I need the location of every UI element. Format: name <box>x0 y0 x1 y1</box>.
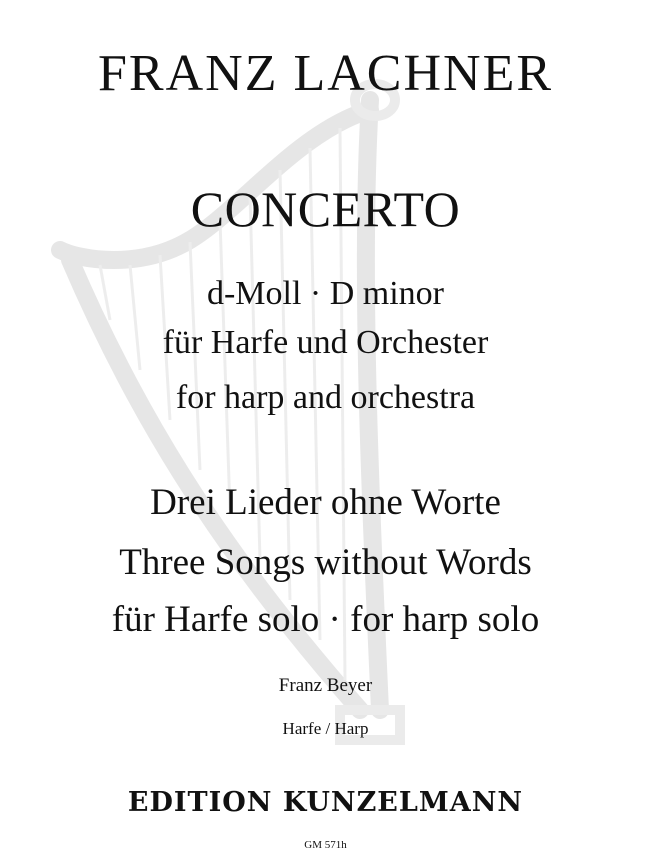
publisher-logo: EDITION KUNZELMANN <box>127 787 524 818</box>
editor-name: Franz Beyer <box>278 675 373 696</box>
part-label: Harfe / Harp <box>282 719 369 738</box>
second-work-title-german: Drei Lieder ohne Worte <box>150 482 501 523</box>
second-work-title-english: Three Songs without Words <box>119 542 532 583</box>
composer-name: FRANZ LACHNER <box>97 45 554 102</box>
work-title: CONCERTO <box>190 181 461 237</box>
catalog-number: GM 571h <box>304 839 347 851</box>
second-work-scoring: für Harfe solo · for harp solo <box>111 599 540 640</box>
scoring-english: for harp and orchestra <box>175 379 476 416</box>
work-key: d-Moll · D minor <box>206 275 445 312</box>
scoring-german: für Harfe und Orchester <box>162 324 489 361</box>
